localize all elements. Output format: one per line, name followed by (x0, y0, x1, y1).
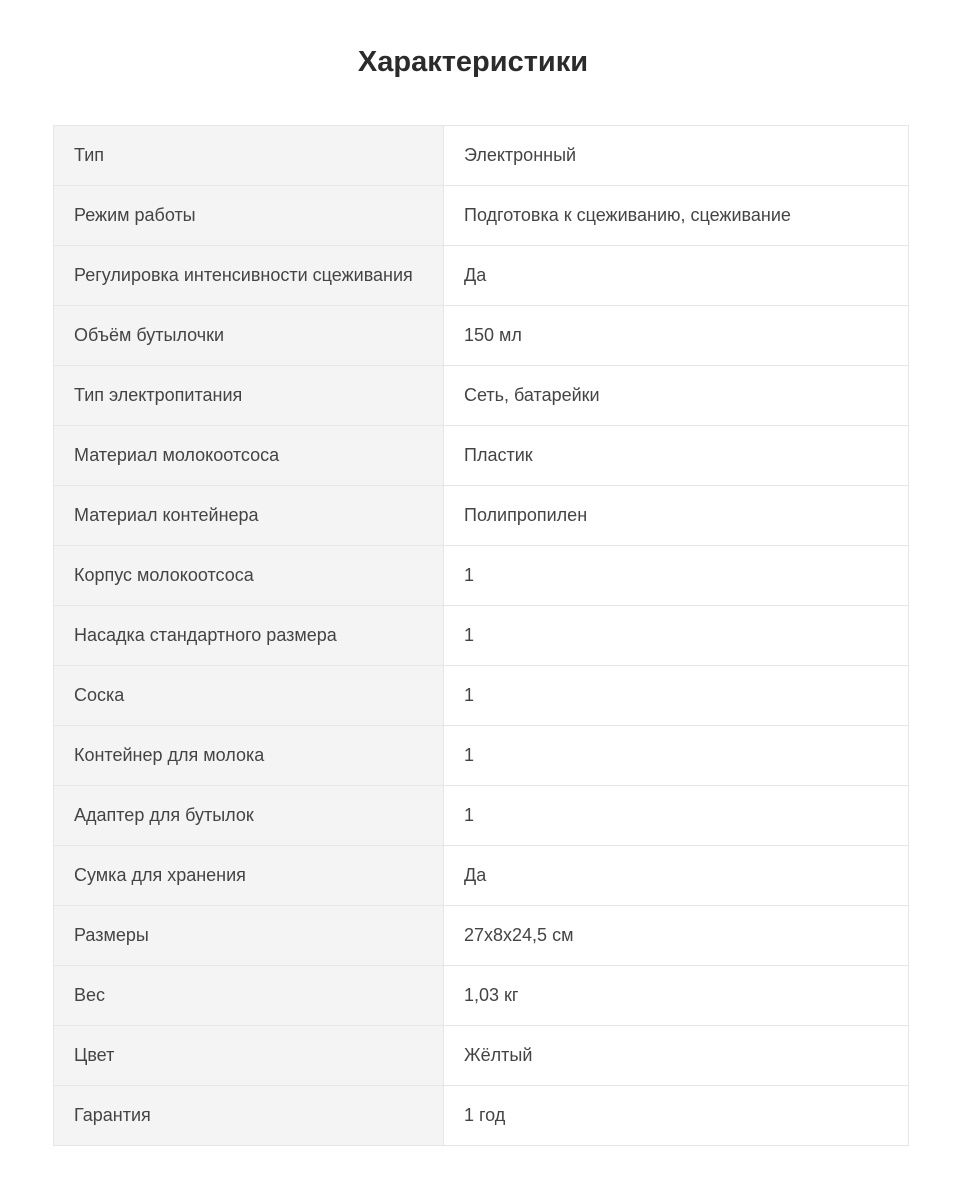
spec-name: Регулировка интенсивности сцеживания (54, 246, 444, 306)
spec-name: Объём бутылочки (54, 306, 444, 366)
spec-value: Сеть, батарейки (444, 366, 909, 426)
table-row (54, 426, 909, 486)
table-row (54, 1026, 909, 1086)
spec-name: Вес (54, 966, 444, 1026)
spec-value: 1 (444, 546, 909, 606)
table-row (54, 846, 909, 906)
spec-name: Насадка стандартного размера (54, 606, 444, 666)
spec-value: Пластик (444, 426, 909, 486)
spec-value: Да (444, 846, 909, 906)
spec-value: 1 (444, 786, 909, 846)
spec-value: Подготовка к сцеживанию, сцеживание (444, 186, 909, 246)
spec-name: Тип электропитания (54, 366, 444, 426)
table-row (54, 1086, 909, 1146)
spec-name: Тип (54, 126, 444, 186)
spec-name: Цвет (54, 1026, 444, 1086)
spec-name: Корпус молокоотсоса (54, 546, 444, 606)
spec-value: Да (444, 246, 909, 306)
table-row (54, 366, 909, 426)
spec-name: Сумка для хранения (54, 846, 444, 906)
table-row (54, 666, 909, 726)
spec-name: Режим работы (54, 186, 444, 246)
table-row (54, 786, 909, 846)
spec-value: 1 (444, 726, 909, 786)
spec-value: Жёлтый (444, 1026, 909, 1086)
table-row (54, 606, 909, 666)
specifications-table (53, 125, 909, 1146)
spec-value: 1 год (444, 1086, 909, 1146)
table-row (54, 726, 909, 786)
table-row (54, 966, 909, 1026)
table-row (54, 186, 909, 246)
table-row (54, 486, 909, 546)
table-row (54, 546, 909, 606)
spec-value: Полипропилен (444, 486, 909, 546)
table-row (54, 906, 909, 966)
table-row (54, 246, 909, 306)
spec-value: 27x8x24,5 см (444, 906, 909, 966)
spec-value: 1 (444, 666, 909, 726)
spec-name: Соска (54, 666, 444, 726)
spec-name: Контейнер для молока (54, 726, 444, 786)
spec-name: Гарантия (54, 1086, 444, 1146)
spec-name: Адаптер для бутылок (54, 786, 444, 846)
table-row (54, 306, 909, 366)
table-row (54, 126, 909, 186)
spec-value: 150 мл (444, 306, 909, 366)
spec-name: Материал контейнера (54, 486, 444, 546)
spec-name: Материал молокоотсоса (54, 426, 444, 486)
spec-value: Электронный (444, 126, 909, 186)
spec-name: Размеры (54, 906, 444, 966)
spec-value: 1,03 кг (444, 966, 909, 1026)
spec-value: 1 (444, 606, 909, 666)
page-title: Характеристики (357, 46, 589, 78)
